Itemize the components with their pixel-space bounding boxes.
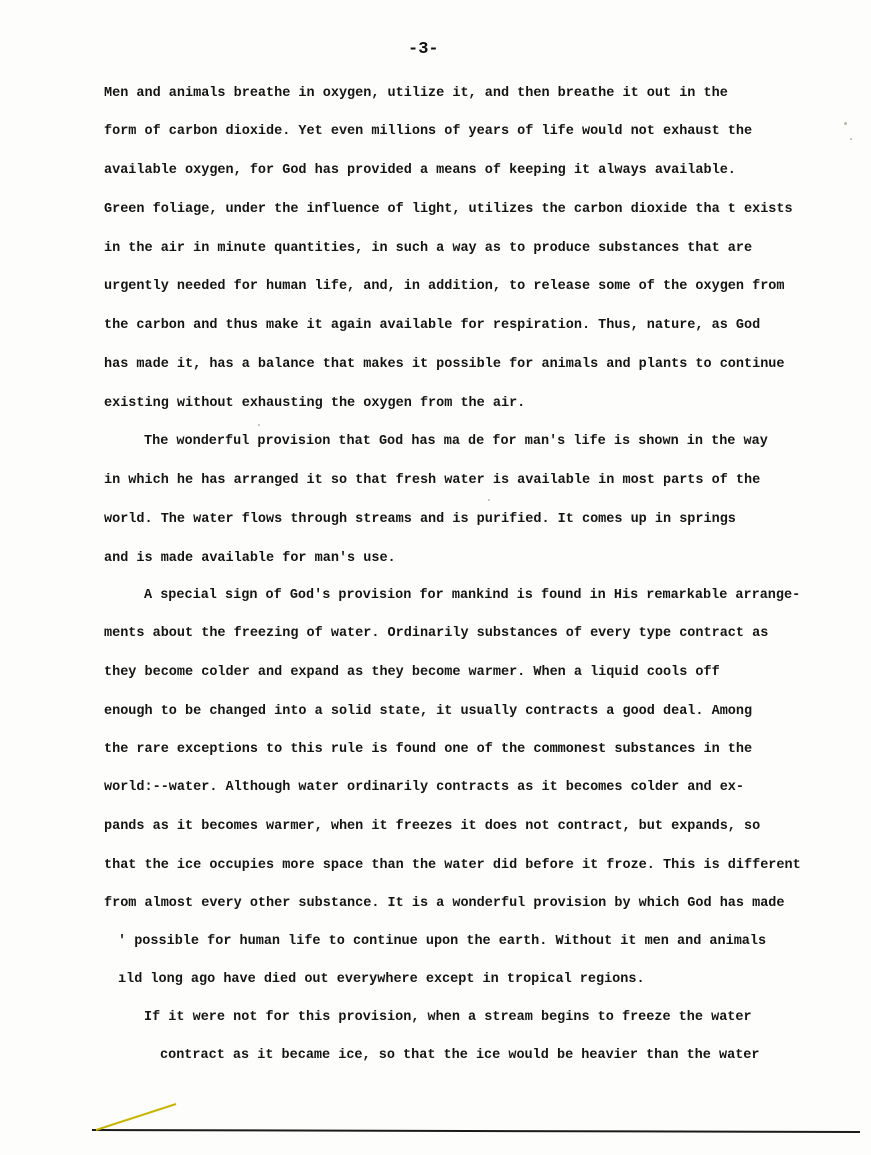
text-line-26: contract as it became ice, so that the ice would be heavier than the water <box>160 1048 760 1063</box>
text-line-23: ' possible for human life to continue upon the earth. Without it men and animals <box>118 934 767 949</box>
text-line-16: they become colder and expand as they become warmer. When a liquid cools off <box>104 665 720 680</box>
text-line-21: that the ice occupies more space than the water did before it froze. This is different <box>104 858 801 873</box>
scan-speck <box>488 499 490 501</box>
text-line-9: existing without exhausting the oxygen from the air. <box>104 396 526 411</box>
scan-speck <box>844 122 847 125</box>
text-line-17: enough to be changed into a solid state, it usually contracts a good deal. Among <box>104 704 753 719</box>
text-line-1: Men and animals breathe in oxygen, utilize it, and then breathe it out in the <box>104 86 728 101</box>
text-line-8: has made it, has a balance that makes it possible for animals and plants to continue <box>104 357 785 372</box>
text-line-2: form of carbon dioxide. Yet even millions of years of life would not exhaust the <box>104 124 753 139</box>
scan-speck <box>850 138 852 140</box>
text-line-18: the rare exceptions to this rule is found one of the commonest substances in the <box>104 742 753 757</box>
text-line-11: in which he has arranged it so that fresh water is available in most parts of the <box>104 473 761 488</box>
text-line-10: The wonderful provision that God has ma de for man's life is shown in the way <box>144 434 768 449</box>
text-line-19: world:--water. Although water ordinarily contracts as it becomes colder and ex- <box>104 780 745 795</box>
text-line-14: A special sign of God's provision for mankind is found in His remarkable arrange- <box>144 588 801 603</box>
text-line-7: the carbon and thus make it again available for respiration. Thus, nature, as God <box>104 318 761 333</box>
scan-speck <box>258 424 260 426</box>
pencil-mark <box>96 1104 176 1130</box>
text-line-4: Green foliage, under the influence of light, utilizes the carbon dioxide tha t exists <box>104 202 793 217</box>
text-line-13: and is made available for man's use. <box>104 551 396 566</box>
page-number: -3- <box>408 40 439 59</box>
text-line-24: ıld long ago have died out everywhere except in tropical regions. <box>118 972 645 987</box>
text-line-25: If it were not for this provision, when a stream begins to freeze the water <box>144 1010 752 1025</box>
text-line-6: urgently needed for human life, and, in addition, to release some of the oxygen from <box>104 279 785 294</box>
text-line-22: from almost every other substance. It is a wonderful provision by which God has made <box>104 896 785 911</box>
text-line-15: ments about the freezing of water. Ordinarily substances of every type contract as <box>104 626 769 641</box>
text-line-3: available oxygen, for God has provided a means of keeping it always available. <box>104 163 736 178</box>
text-line-5: in the air in minute quantities, in such a way as to produce substances that are <box>104 241 753 256</box>
text-line-20: pands as it becomes warmer, when it freezes it does not contract, but expands, so <box>104 819 761 834</box>
text-line-12: world. The water flows through streams and is purified. It comes up in springs <box>104 512 736 527</box>
bottom-rule-line <box>92 1120 860 1136</box>
